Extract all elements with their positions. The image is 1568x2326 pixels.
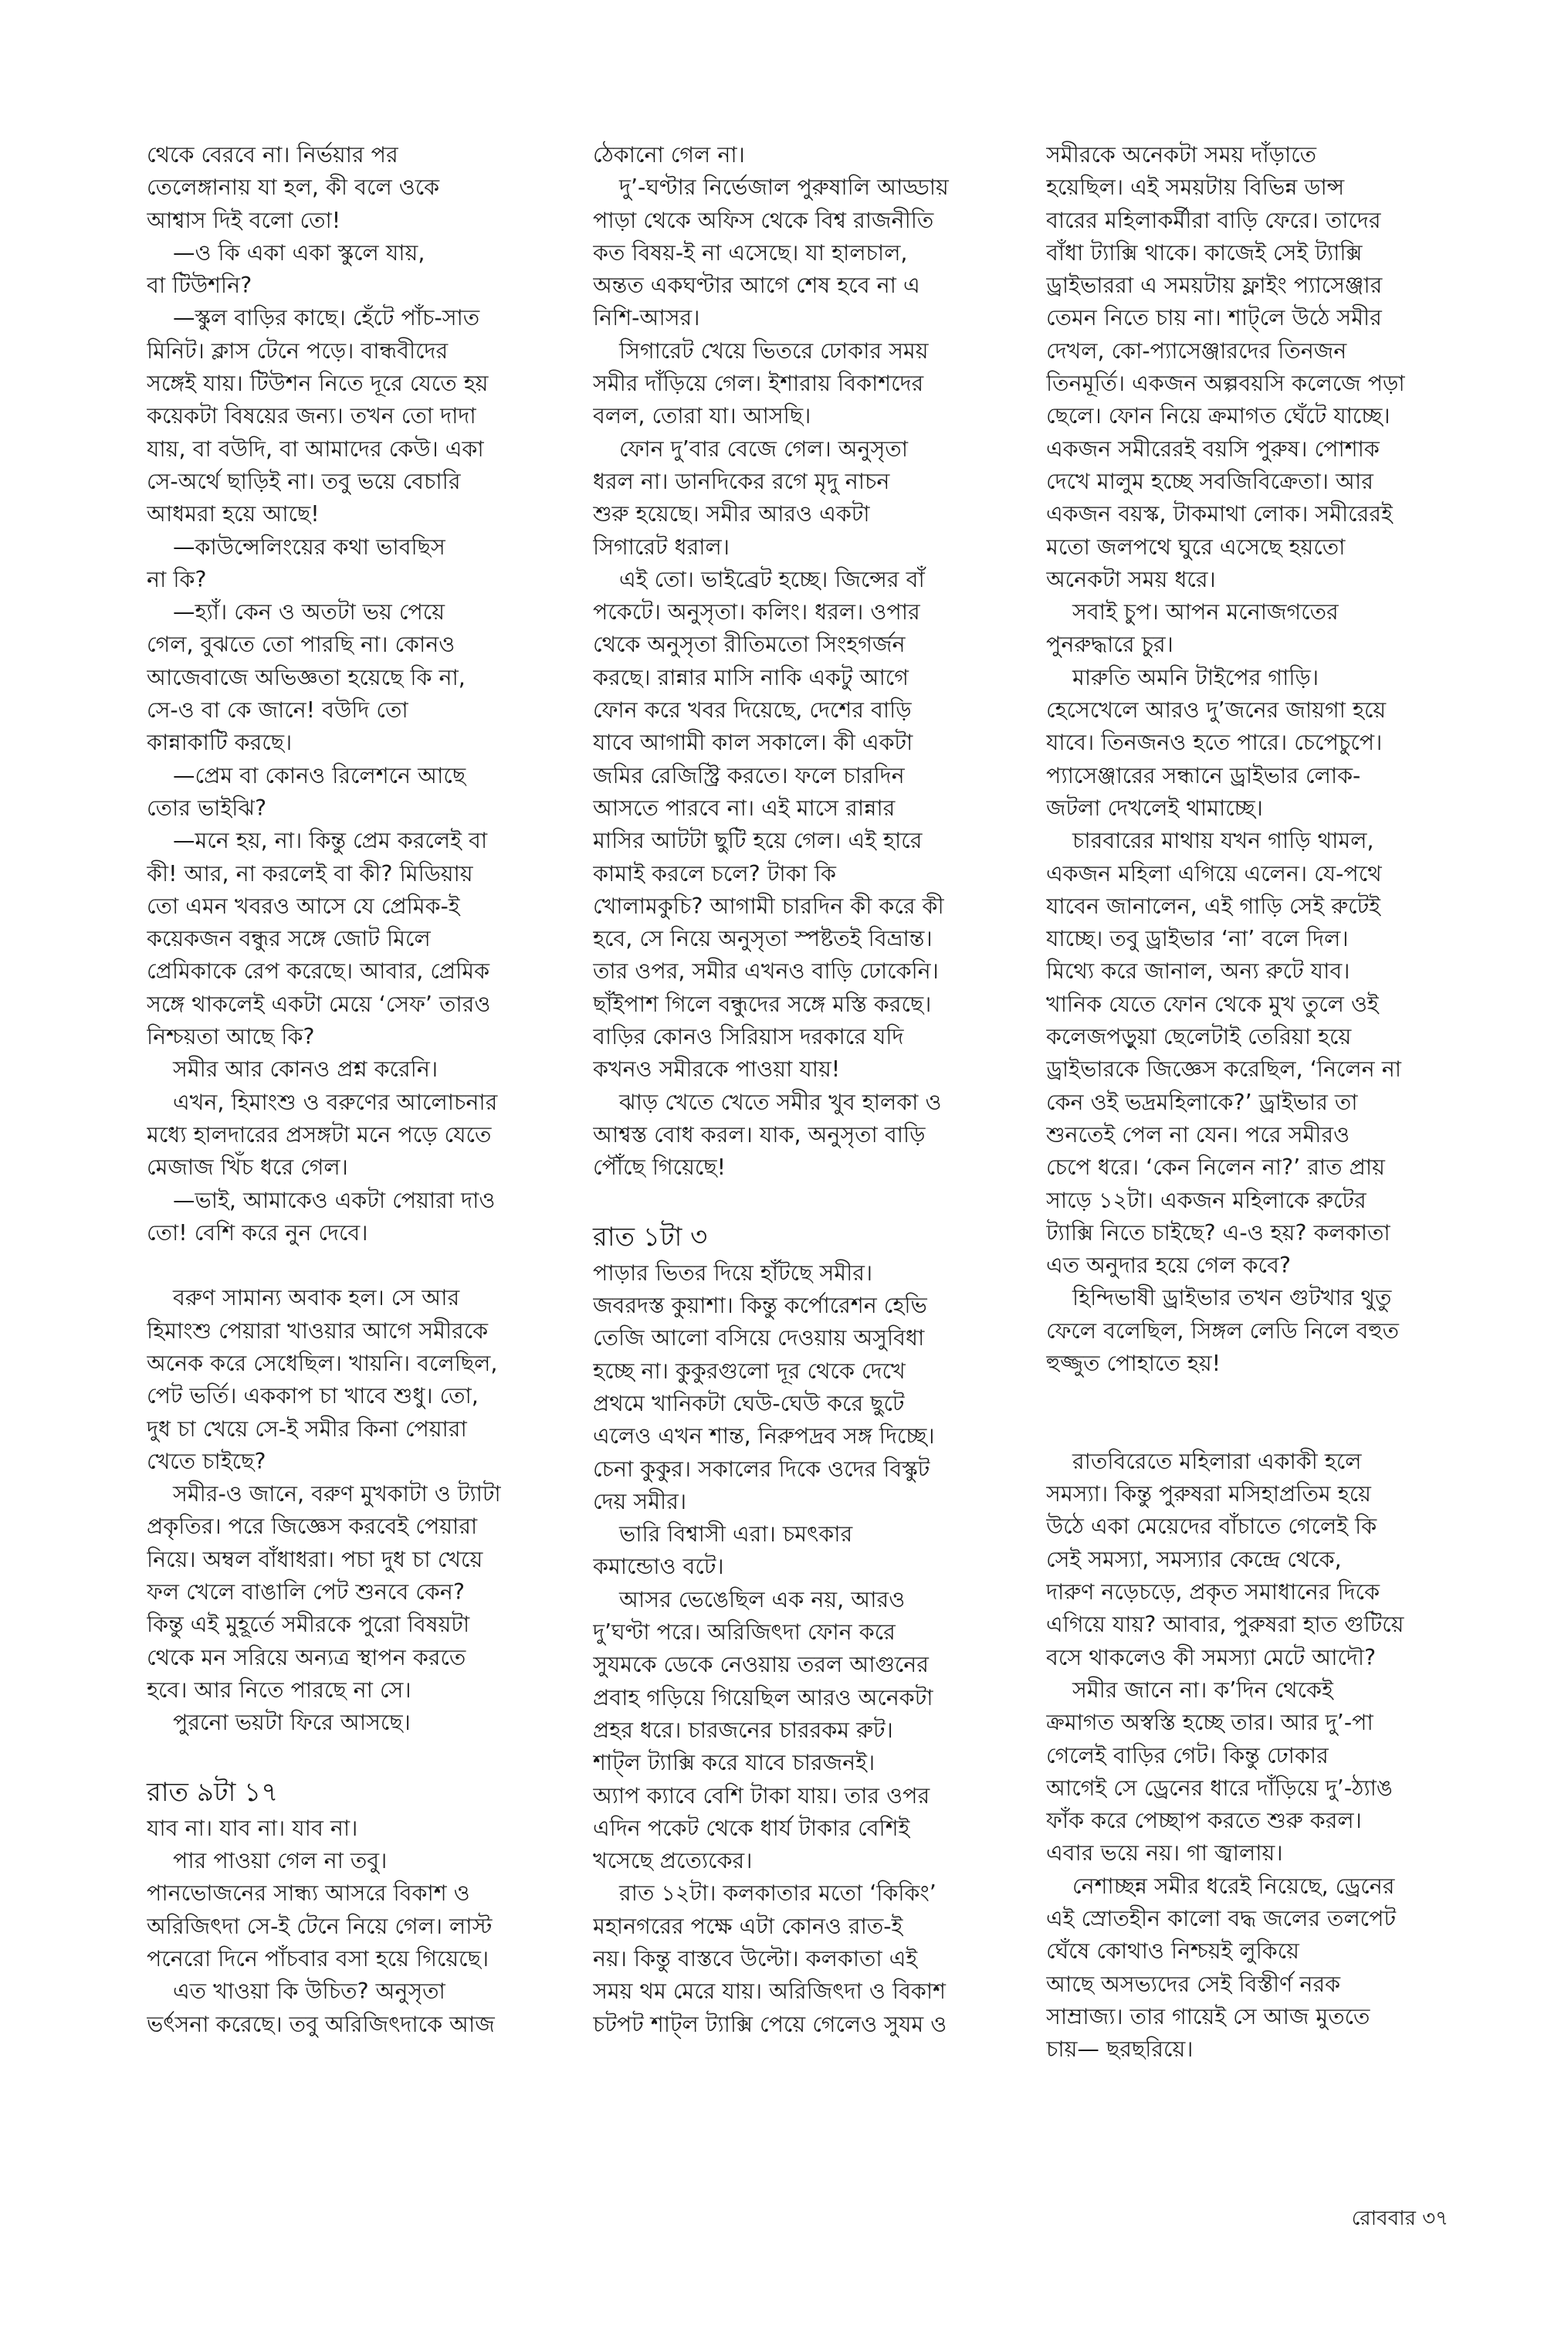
text-line: এবার ভয়ে নয়। গা জ্বালায়। — [1046, 1840, 1283, 1867]
text-line: তেজি আলো বসিয়ে দেওয়ায় অসুবিধা — [593, 1325, 925, 1351]
text-line: কী! আর, না করলেই বা কী? মিডিয়ায় — [147, 860, 473, 887]
text-line: কমান্ডোও বটে। — [593, 1554, 724, 1580]
text-line: চায়— ছরছরিয়ে। — [1046, 2036, 1194, 2063]
text-line: তেলেঙ্গানায় যা হল, কী বলে ওকে — [147, 175, 440, 201]
text-line: হয়েছিল। এই সময়টায় বিভিন্ন ডান্স — [1046, 175, 1345, 201]
text-line: বাড়ির কোনও সিরিয়াস দরকারে যদি — [593, 1024, 904, 1050]
text-line: প্রবাহ গড়িয়ে গিয়েছিল আরও অনেকটা — [593, 1684, 933, 1711]
text-line: যাচ্ছে। তবু ড্রাইভার ‘না’ বলে দিল। — [1046, 926, 1349, 952]
text-line: সমীর জানে না। ক’দিন থেকেই — [1072, 1677, 1333, 1703]
paragraph-gap — [1046, 1380, 1478, 1412]
text-line: হবে, সে নিয়ে অনুসৃতা স্পষ্টতই বিভ্রান্ত। — [593, 926, 933, 952]
text-line: সমীর দাঁড়িয়ে গেল। ইশারায় বিকাশদের — [593, 371, 924, 397]
text-line: খোলামকুচি? আগামী চারদিন কী করে কী — [593, 893, 944, 919]
text-line: পুনরুদ্ধারে চুর। — [1046, 632, 1173, 658]
text-line: কেন ওই ভদ্রমহিলাকে?’ ড্রাইভার তা — [1046, 1089, 1358, 1115]
text-line: কামাই করলে চলে? টাকা কি — [593, 860, 836, 887]
text-line: একজন মহিলা এগিয়ে এলেন। যে-পথে — [1046, 860, 1382, 887]
text-line: আসর ভেঙেছিল এক নয়, আরও — [619, 1586, 906, 1612]
text-line: জমির রেজিস্ট্রি করতে। ফলে চারদিন — [593, 762, 905, 788]
text-line: তো! বেশি করে নুন দেবে। — [147, 1219, 368, 1246]
text-line: হেসেখেলে আরও দু’জনের জায়গা হয়ে — [1046, 697, 1387, 724]
text-line: আধমরা হয়ে আছে! — [147, 501, 320, 527]
text-line: কিন্তু এই মুহূর্তে সমীরকে পুরো বিষয়টা — [147, 1612, 470, 1638]
text-line: পৌঁছে গিয়েছে! — [593, 1155, 726, 1181]
text-line: অ্যাপ ক্যাবে বেশি টাকা যায়। তার ওপর — [593, 1782, 930, 1809]
text-line: পার পাওয়া গেল না তবু। — [173, 1848, 388, 1874]
text-line: গেল, বুঝতে তো পারছি না। কোনও — [147, 632, 455, 658]
text-line: হুজ্জুত পোহাতে হয়! — [1046, 1350, 1221, 1376]
section-heading: রাত ১টা ৩ — [593, 1221, 708, 1253]
text-line: পুরনো ভয়টা ফিরে আসছে। — [173, 1710, 411, 1736]
text-line: প্রহর ধরে। চারজনের চাররকম রুট। — [593, 1717, 893, 1743]
text-line: হচ্ছে না। কুকুরগুলো দূর থেকে দেখে — [593, 1358, 906, 1384]
text-line: —ভাই, আমাকেও একটা পেয়ারা দাও — [173, 1187, 496, 1213]
text-line: শুনতেই পেল না যেন। পরে সমীরও — [1046, 1121, 1350, 1148]
text-line: সমীর-ও জানে, বরুণ মুখকাটা ও ট্যাটা — [173, 1481, 501, 1507]
text-line: ভারি বিশ্বাসী এরা। চমৎকার — [619, 1521, 853, 1548]
text-line: পেট ভর্তি। এককাপ চা খাবে শুধু। তো, — [147, 1383, 479, 1409]
text-line: নিশি-আসর। — [593, 305, 700, 331]
text-line: বারের মহিলাকর্মীরা বাড়ি ফেরে। তাদের — [1046, 207, 1381, 233]
text-line: দারুণ নড়েচড়ে, প্রকৃত সমাধানের দিকে — [1046, 1579, 1380, 1605]
paragraph-gap — [1046, 1413, 1478, 1446]
text-line: নিয়ে। অম্বল বাঁধাধরা। পচা দুধ চা খেয়ে — [147, 1546, 483, 1572]
text-line: কত বিষয়-ই না এসেছে। যা হালচাল, — [593, 239, 908, 266]
text-line: মিনিট। ক্লাস টেনে পড়ে। বান্ধবীদের — [147, 337, 449, 364]
text-line: ঘেঁষে কোথাও নিশ্চয়ই লুকিয়ে — [1046, 1938, 1299, 1965]
text-line: বরুণ সামান্য অবাক হল। সে আর — [173, 1285, 460, 1311]
text-line: ট্যাক্সি নিতে চাইছে? এ-ও হয়? কলকাতা — [1046, 1219, 1390, 1246]
text-line: আছে অসভ্যদের সেই বিস্তীর্ণ নরক — [1046, 1971, 1341, 1997]
text-line: একজন বয়স্ক, টাকমাথা লোক। সমীরেরই — [1046, 501, 1393, 527]
text-line: ছাঁইপাশ গিলে বন্ধুদের সঙ্গে মস্তি করছে। — [593, 991, 932, 1017]
text-line: প্রকৃতির। পরে জিজ্ঞেস করবেই পেয়ারা — [147, 1514, 478, 1540]
text-line: এলেও এখন শান্ত, নিরুপদ্রব সঙ্গ দিচ্ছে। — [593, 1423, 935, 1450]
text-line: থেকে মন সরিয়ে অন্যত্র স্থাপন করতে — [147, 1644, 466, 1670]
page-footer: রোববার ৩৭ — [1351, 2207, 1448, 2230]
text-line: ফাঁক করে পেচ্ছাপ করতে শুরু করল। — [1046, 1808, 1362, 1834]
text-line: রাতবিরেতে মহিলারা একাকী হলে — [1072, 1448, 1362, 1474]
text-line: ড্রাইভারকে জিজ্ঞেস করেছিল, ‘নিলেন না — [1046, 1056, 1401, 1083]
text-line: জটলা দেখলেই থামাচ্ছে। — [1046, 795, 1263, 821]
text-line: —স্কুল বাড়ির কাছে। হেঁটে পাঁচ-সাত — [173, 305, 480, 331]
text-line: ফোন দু’বার বেজে গেল। অনুসৃতা — [619, 436, 908, 462]
text-line: দেখে মালুম হচ্ছে সবজিবিক্রেতা। আর — [1046, 468, 1373, 494]
text-line: ক্রমাগত অস্বস্তি হচ্ছে তার। আর দু’-পা — [1046, 1710, 1373, 1736]
text-line: মিথ্যে করে জানাল, অন্য রুটে যাব। — [1046, 958, 1350, 985]
text-line: প্রথমে খানিকটা ঘেউ-ঘেউ করে ছুটে — [593, 1390, 905, 1416]
text-line: তার ওপর, সমীর এখনও বাড়ি ঢোকেনি। — [593, 958, 939, 985]
text-line: কলেজপড়ুয়া ছেলেটাই তেরিয়া হয়ে — [1046, 1024, 1352, 1050]
text-line: খসেছে প্রত্যেকের। — [593, 1848, 753, 1874]
text-line: হিমাংশু পেয়ারা খাওয়ার আগে সমীরকে — [147, 1317, 489, 1344]
text-line: —মনে হয়, না। কিন্তু প্রেম করলেই বা — [173, 828, 488, 854]
text-line: খেতে চাইছে? — [147, 1448, 266, 1474]
text-line: মধ্যে হালদারের প্রসঙ্গটা মনে পড়ে যেতে — [147, 1121, 492, 1148]
text-line: রাত ১২টা। কলকাতার মতো ‘কিকিং’ — [619, 1880, 936, 1907]
text-line: এই স্রোতহীন কালো বদ্ধ জলের তলপেট — [1046, 1906, 1397, 1932]
text-line: আজেবাজে অভিজ্ঞতা হয়েছে কি না, — [147, 664, 466, 690]
text-line: এদিন পকেট থেকে ধার্য টাকার বেশিই — [593, 1815, 910, 1841]
text-line: সঙ্গে থাকলেই একটা মেয়ে ‘সেফ’ তারও — [147, 991, 491, 1017]
text-line: একজন সমীরেরই বয়সি পুরুষ। পোশাক — [1046, 436, 1380, 462]
text-line: আগেই সে ড্রেনের ধারে দাঁড়িয়ে দু’-ঠ্যাঙ — [1046, 1775, 1393, 1801]
text-line: কখনও সমীরকে পাওয়া যায়! — [593, 1056, 841, 1083]
text-line: নয়। কিন্তু বাস্তবে উল্টো। কলকাতা এই — [593, 1946, 918, 1972]
text-line: এগিয়ে যায়? আবার, পুরুষরা হাত গুটিয়ে — [1046, 1612, 1404, 1638]
text-line: শাট্‌ল ট্যাক্সি করে যাবে চারজনই। — [593, 1750, 875, 1776]
text-line: ফোন করে খবর দিয়েছে, দেশের বাড়ি — [593, 697, 912, 724]
text-line: বসে থাকলেও কী সমস্যা মেটে আদৌ? — [1046, 1644, 1377, 1670]
text-line: তেমন নিতে চায় না। শাট্‌লে উঠে সমীর — [1046, 305, 1382, 331]
section-heading: রাত ৯টা ১৭ — [147, 1776, 279, 1808]
text-line: এত অনুদার হয়ে গেল কবে? — [1046, 1253, 1291, 1279]
text-line: থেকে অনুসৃতা রীতিমতো সিংহগর্জন — [593, 632, 906, 658]
text-line: পানভোজনের সান্ধ্য আসরে বিকাশ ও — [147, 1880, 470, 1907]
text-line: সঙ্গেই যায়। টিউশন নিতে দূরে যেতে হয় — [147, 371, 489, 397]
text-line: সেই সমস্যা, সমস্যার কেন্দ্রে থেকে, — [1046, 1546, 1342, 1572]
text-line: বাঁধা ট্যাক্সি থাকে। কাজেই সেই ট্যাক্সি — [1046, 239, 1363, 266]
text-line: চেপে ধরে। ‘কেন নিলেন না?’ রাত প্রায় — [1046, 1155, 1385, 1181]
text-line: যাব না। যাব না। যাব না। — [147, 1815, 358, 1841]
text-line: জবরদস্ত কুয়াশা। কিন্তু কর্পোরেশন হেভি — [593, 1293, 927, 1319]
text-line: সিগারেট ধরাল। — [593, 534, 730, 560]
text-line: —ও কি একা একা স্কুলে যায়, — [173, 239, 425, 266]
text-line: প্যাসেঞ্জারের সন্ধানে ড্রাইভার লোক- — [1046, 762, 1361, 788]
text-line: কান্নাকাটি করছে। — [147, 730, 293, 756]
text-line: কয়েকটা বিষয়ের জন্য। তখন তো দাদা — [147, 403, 476, 429]
text-line: অনেকটা সময় ধরে। — [1046, 566, 1216, 592]
paragraph-gap — [593, 1185, 1025, 1217]
text-line: সাম্রাজ্য। তার গায়েই সে আজ মুততে — [1046, 2003, 1370, 2029]
text-column-2 — [593, 139, 1025, 2041]
text-line: চটপট শাট্‌ল ট্যাক্সি পেয়ে গেলেও সুযম ও — [593, 2011, 947, 2037]
text-line: যাবে আগামী কাল সকালে। কী একটা — [593, 730, 913, 756]
text-line: দু’-ঘণ্টার নির্ভেজাল পুরুষালি আড্ডায় — [619, 175, 949, 201]
text-line: তোর ভাইঝি? — [147, 795, 267, 821]
text-line: চেনা কুকুর। সকালের দিকে ওদের বিস্কুট — [593, 1456, 930, 1482]
text-line: যাবে। তিনজনও হতে পারে। চেপেচুপে। — [1046, 730, 1383, 756]
text-line: ভর্ৎসনা করেছে। তবু অরিজিৎদাকে আজ — [147, 2011, 495, 2037]
text-line: থেকে বেরবে না। নির্ভয়ার পর — [147, 142, 398, 168]
text-line: চারবারের মাথায় যখন গাড়ি থামল, — [1072, 828, 1374, 854]
text-line: দেয় সমীর। — [593, 1488, 687, 1514]
text-line: ঠেকানো গেল না। — [593, 142, 745, 168]
text-line: খানিক যেতে ফোন থেকে মুখ তুলে ওই — [1046, 991, 1379, 1017]
text-line: সবাই চুপ। আপন মনোজগতের — [1072, 599, 1339, 626]
text-line: তিনমূর্তি। একজন অল্পবয়সি কলেজে পড়া — [1046, 371, 1405, 397]
text-line: এত খাওয়া কি উচিত? অনুসৃতা — [173, 1978, 445, 2005]
text-line: দেখল, কো-প্যাসেঞ্জারদের তিনজন — [1046, 337, 1347, 364]
text-line: মহানগরের পক্ষে এটা কোনও রাত-ই — [593, 1913, 903, 1939]
text-line: —কাউন্সেলিংয়ের কথা ভাবছিস — [173, 534, 445, 560]
text-line: হিন্দিভাষী ড্রাইভার তখন গুটখার থুতু — [1072, 1285, 1392, 1311]
text-column-1 — [147, 139, 579, 2041]
text-line: মাসির আটটা ছুটি হয়ে গেল। এই হারে — [593, 828, 923, 854]
text-line: প্রেমিকাকে রেপ করেছে। আবার, প্রেমিক — [147, 958, 490, 985]
text-line: —হ্যাঁ। কেন ও অতটা ভয় পেয়ে — [173, 599, 445, 626]
text-line: সমস্যা। কিন্তু পুরুষরা মসিহাপ্রতিম হয়ে — [1046, 1481, 1371, 1507]
text-line: দুধ চা খেয়ে সে-ই সমীর কিনা পেয়ারা — [147, 1416, 467, 1442]
text-line: সে-অর্থে ছাড়িই না। তবু ভয়ে বেচারি — [147, 468, 461, 494]
text-line: ফেলে বলেছিল, সিঙ্গল লেডি নিলে বহুত — [1046, 1317, 1399, 1344]
text-line: উঠে একা মেয়েদের বাঁচাতে গেলেই কি — [1046, 1514, 1377, 1540]
text-line: বলল, তোরা যা। আসছি। — [593, 403, 811, 429]
text-line: অরিজিৎদা সে-ই টেনে নিয়ে গেল। লাস্ট — [147, 1913, 493, 1939]
text-line: পকেটে। অনুসৃতা। কলিং। ধরল। ওপার — [593, 599, 920, 626]
text-line: না কি? — [147, 566, 207, 592]
text-line: এই তো। ভাইব্রেট হচ্ছে। জিন্সের বাঁ — [619, 566, 925, 592]
text-line: আশ্বস্ত বোধ করল। যাক, অনুসৃতা বাড়ি — [593, 1121, 926, 1148]
text-line: কয়েকজন বন্ধুর সঙ্গে জোট মিলে — [147, 926, 431, 952]
text-line: ছেলে। ফোন নিয়ে ক্রমাগত ঘেঁটে যাচ্ছে। — [1046, 403, 1390, 429]
text-line: যাবেন জানালেন, এই গাড়ি সেই রুটেই — [1046, 893, 1380, 919]
text-line: শুরু হয়েছে। সমীর আরও একটা — [593, 501, 870, 527]
text-line: পনেরো দিনে পাঁচবার বসা হয়ে গিয়েছে। — [147, 1946, 489, 1972]
text-line: মেজাজ খিঁচ ধরে গেল। — [147, 1155, 348, 1181]
text-line: সময় থম মেরে যায়। অরিজিৎদা ও বিকাশ — [593, 1978, 946, 2005]
text-line: বা টিউশনি? — [147, 273, 252, 299]
text-line: হবে। আর নিতে পারছে না সে। — [147, 1677, 411, 1703]
text-line: মতো জলপথে ঘুরে এসেছে হয়তো — [1046, 534, 1346, 560]
text-line: আসতে পারবে না। এই মাসে রান্নার — [593, 795, 896, 821]
text-line: সিগারেট খেয়ে ভিতরে ঢোকার সময় — [619, 337, 929, 364]
text-line: ঝাড় খেতে খেতে সমীর খুব হালকা ও — [619, 1089, 942, 1115]
text-line: নেশাচ্ছন্ন সমীর ধরেই নিয়েছে, ড্রেনের — [1072, 1873, 1395, 1899]
text-line: গেলেই বাড়ির গেট। কিন্তু ঢোকার — [1046, 1742, 1329, 1768]
text-line: মারুতি অমনি টাইপের গাড়ি। — [1072, 664, 1319, 690]
text-line: ড্রাইভাররা এ সময়টায় ফ্লাইং প্যাসেঞ্জার — [1046, 273, 1383, 299]
text-line: আশ্বাস দিই বলো তো! — [147, 207, 341, 233]
text-line: এখন, হিমাংশু ও বরুণের আলোচনার — [173, 1089, 498, 1115]
text-line: করছে। রান্নার মাসি নাকি একটু আগে — [593, 664, 909, 690]
text-line: —প্রেম বা কোনও রিলেশনে আছে — [173, 762, 466, 788]
text-line: দু’ঘণ্টা পরে। অরিজিৎদা ফোন করে — [593, 1619, 896, 1646]
text-line: অনেক করে সেধেছিল। খায়নি। বলেছিল, — [147, 1350, 498, 1376]
paragraph-gap — [147, 1740, 579, 1772]
text-line: যায়, বা বউদি, বা আমাদের কেউ। একা — [147, 436, 484, 462]
text-line: নিশ্চয়তা আছে কি? — [147, 1024, 315, 1050]
text-line: তো এমন খবরও আসে যে প্রেমিক-ই — [147, 893, 460, 919]
text-line: সমীরকে অনেকটা সময় দাঁড়াতে — [1046, 142, 1317, 168]
text-line: সুযমকে ডেকে নেওয়ায় তরল আগুনের — [593, 1652, 929, 1678]
text-line: ধরল না। ডানদিকের রগে মৃদু নাচন — [593, 468, 890, 494]
text-line: সাড়ে ১২টা। একজন মহিলাকে রুটের — [1046, 1187, 1366, 1213]
text-line: সে-ও বা কে জানে! বউদি তো — [147, 697, 408, 724]
text-column-3 — [1046, 139, 1478, 2067]
text-line: পাড়া থেকে অফিস থেকে বিশ্ব রাজনীতি — [593, 207, 934, 233]
text-line: সমীর আর কোনও প্রশ্ন করেনি। — [173, 1056, 439, 1083]
paragraph-gap — [147, 1249, 579, 1282]
text-line: ফল খেলে বাঙালি পেট শুনবে কেন? — [147, 1579, 465, 1605]
text-line: পাড়ার ভিতর দিয়ে হাঁটছে সমীর। — [593, 1260, 873, 1286]
text-line: অন্তত একঘণ্টার আগে শেষ হবে না এ — [593, 273, 920, 299]
